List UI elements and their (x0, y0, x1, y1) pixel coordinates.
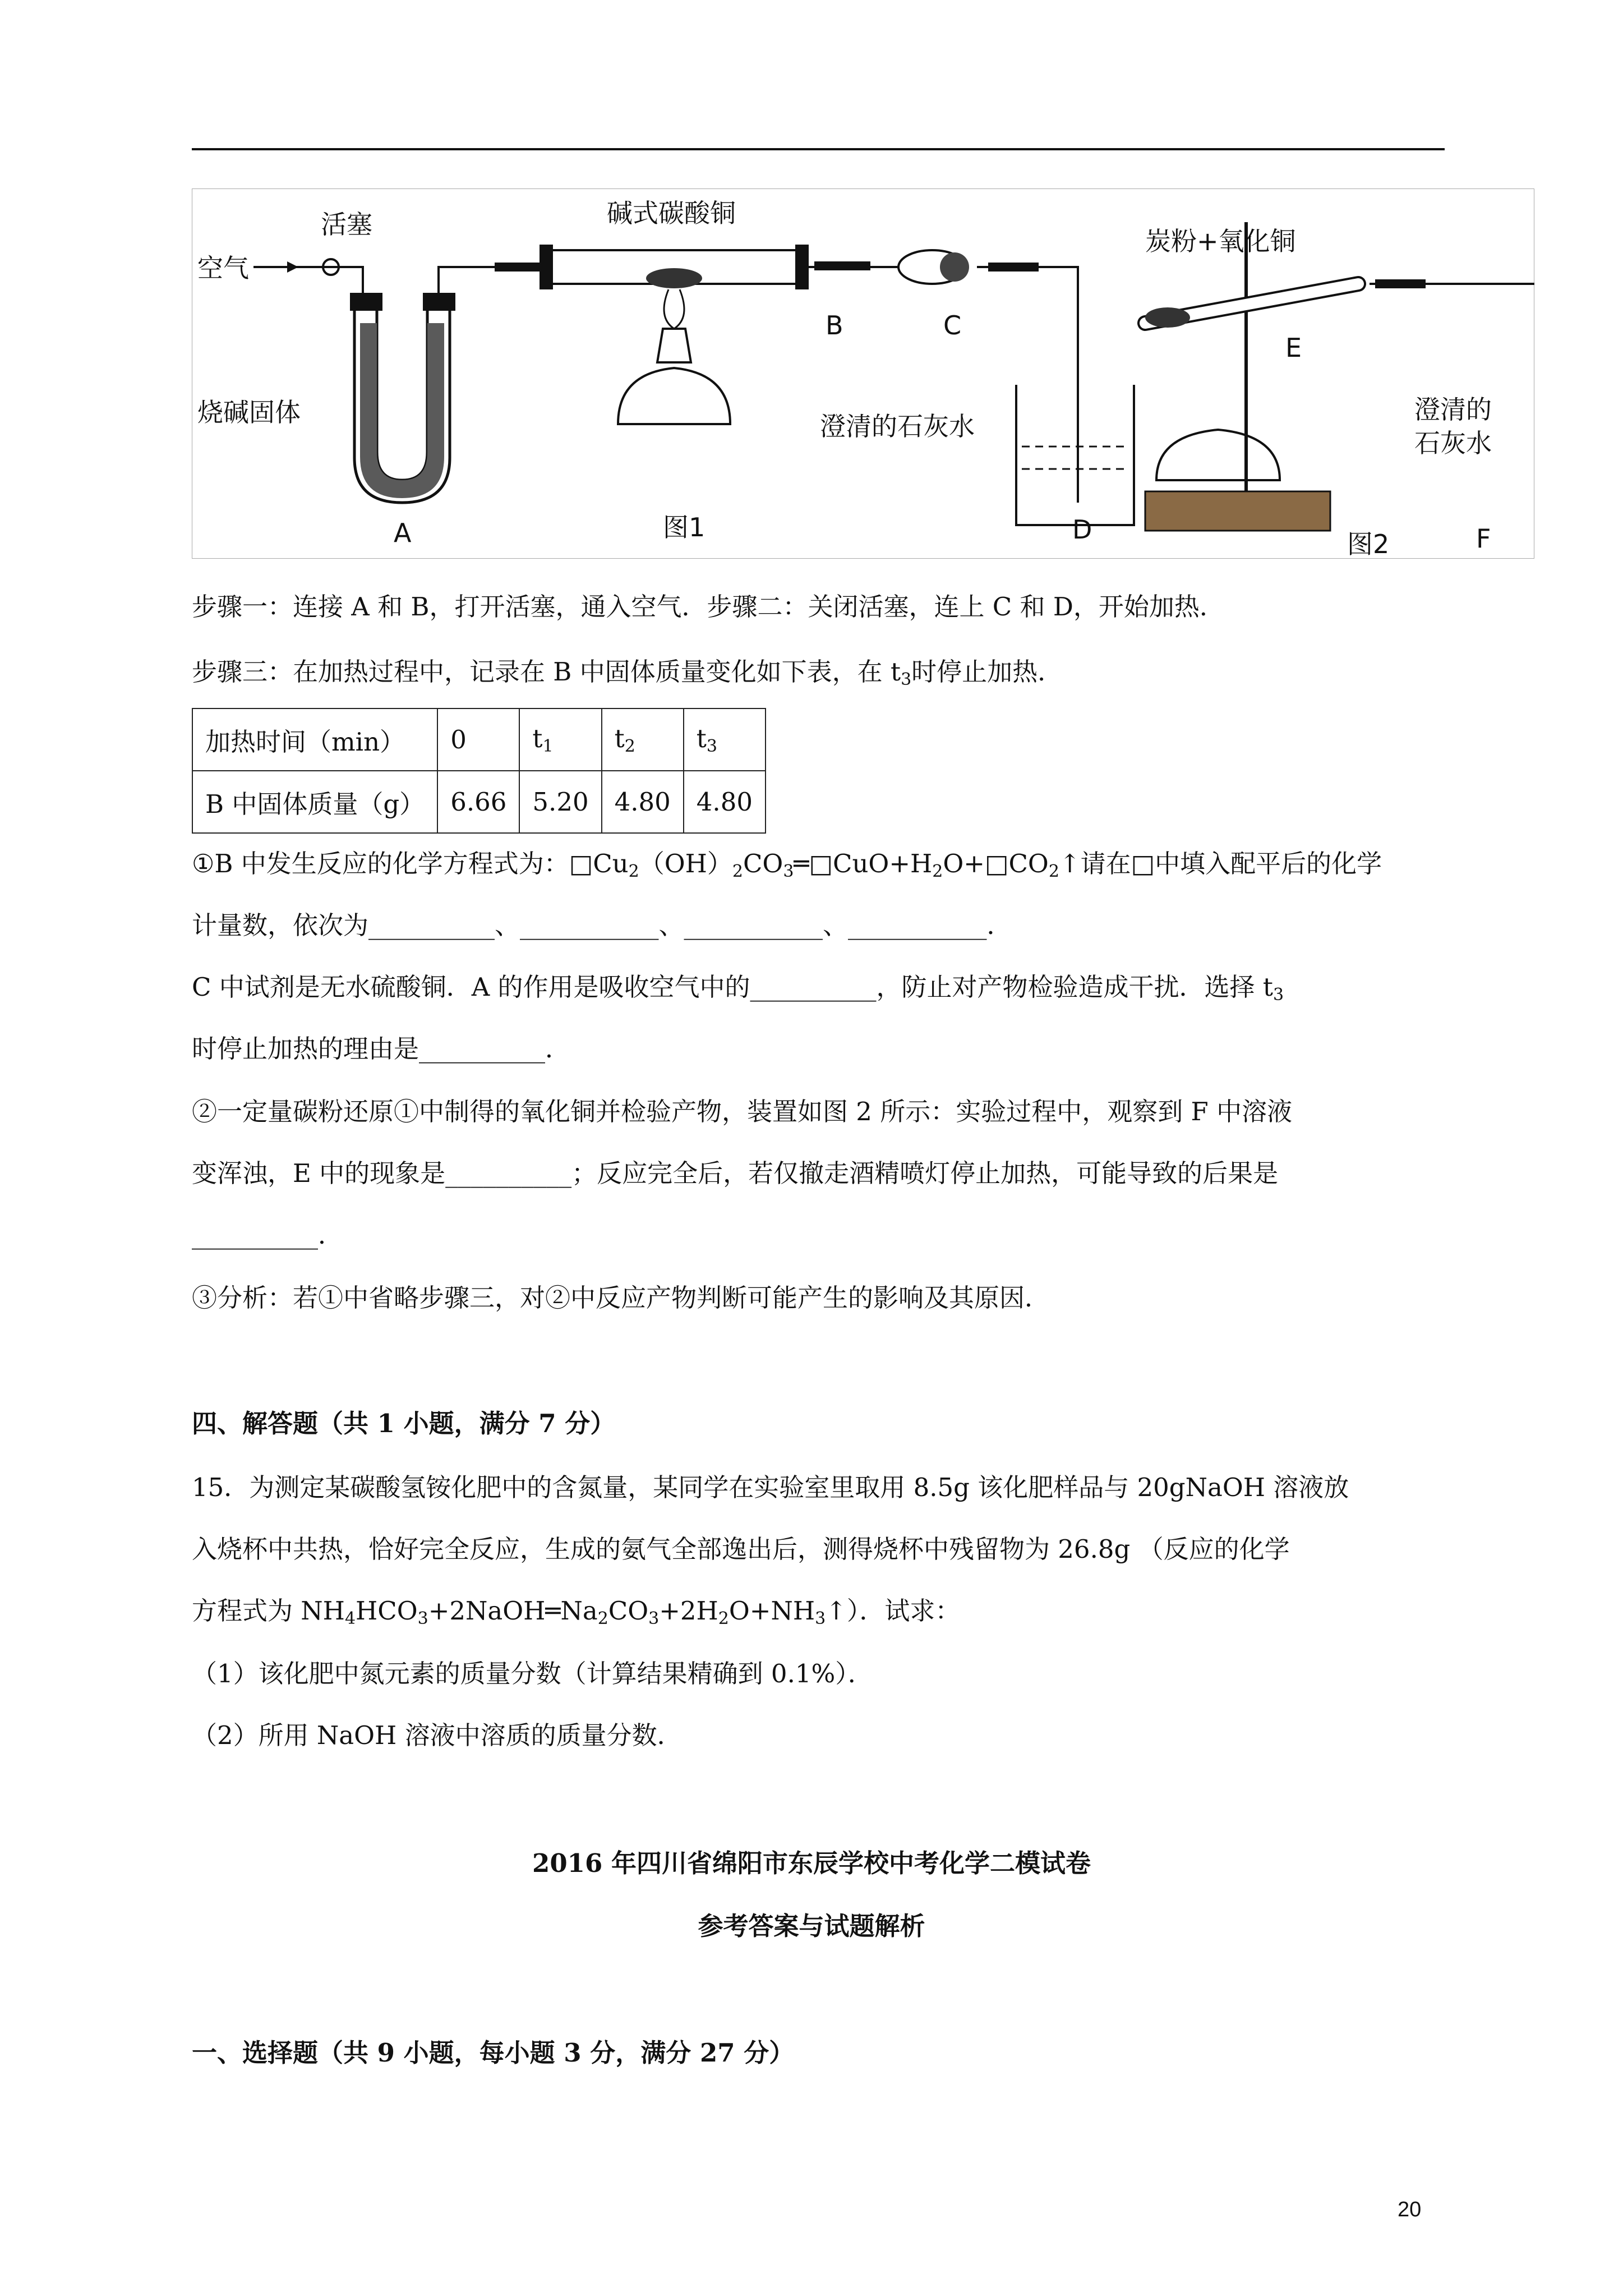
stopper-right (423, 293, 455, 311)
q15-sub1: （1）该化肥中氮元素的质量分数（计算结果精确到 0.1%）． (192, 1659, 873, 1688)
section-4-heading: 四、解答题（共 1 小题，满分 7 分） (192, 1409, 616, 1438)
step-3: 步骤三：在加热过程中，记录在 B 中固体质量变化如下表，在 $t_3$时停止加热． (192, 657, 1063, 689)
q1-line4: 时停止加热的理由是__________． (192, 1034, 571, 1064)
apparatus-figure (192, 188, 1534, 559)
q15-line1: 15．为测定某碳酸氢铵化肥中的含氮量，某同学在实验室里取用 8.5g 该化肥样品与 20gNaOH 溶液放 (192, 1473, 1349, 1502)
q15-line2: 入烧杯中共热，恰好完全反应，生成的氨气全部逸出后，测得烧杯中残留物为 26.8g （反应的化学 (192, 1534, 1290, 1564)
label-fig1: 图1 (663, 512, 706, 542)
answer-title: 2016 年四川省绵阳市东辰学校中考化学二模试卷 (532, 1848, 1091, 1878)
table-cell: 加热时间（min） (192, 708, 437, 771)
q1-line1: ①B 中发生反应的化学方程式为：$□Cu_2(OH)_2CO_3═□CuO+H_2O+□CO_2↑$请在□中填入配平后的化学 (192, 849, 1382, 881)
label-basic-copper: 碱式碳酸铜 (607, 198, 736, 228)
label-fig2: 图2 (1347, 529, 1390, 559)
q15-line3: 方程式为 $NH_4HCO_3+2NaOH═Na_2CO_3+2H_2O+NH_3↑$）．试求： (192, 1596, 961, 1628)
table-cell: $t_2$ (602, 708, 684, 771)
label-limewater: 澄清的石灰水 (820, 411, 975, 441)
label-limewater2-line2: 石灰水 (1414, 428, 1492, 458)
mass-table (192, 708, 766, 834)
label-carbon-cuo: 炭粉+氧化铜 (1145, 226, 1296, 256)
basic-copper-sample (646, 268, 702, 288)
table-cell: $t_1$ (519, 708, 601, 771)
step-1-2: 步骤一：连接 A 和 B，打开活塞，通入空气．步骤二：关闭活塞，连上 C 和 D，开始加热． (192, 592, 1225, 622)
header-rule (192, 148, 1445, 150)
table-cell: 6.66 (437, 771, 519, 833)
table-cell: $t_3$ (684, 708, 766, 771)
q15-sub2: （2）所用 NaOH 溶液中溶质的质量分数． (192, 1720, 683, 1750)
table-cell: 5.20 (519, 771, 601, 833)
q1-line3: C 中试剂是无水硫酸铜．A 的作用是吸收空气中的__________，防止对产物检验造成干扰．选择 $t_3$ (192, 972, 1284, 1005)
label-air: 空气 (197, 253, 249, 283)
label-c: C (943, 310, 962, 341)
table-row (192, 771, 766, 833)
label-f: F (1476, 523, 1491, 554)
q2-line1: ②一定量碳粉还原①中制得的氧化铜并检验产物，装置如图 2 所示：实验过程中，观察到 F 中溶液 (192, 1097, 1293, 1126)
c-bulb (940, 252, 969, 282)
table-cell: 4.80 (602, 771, 684, 833)
label-limewater2-line1: 澄清的 (1414, 394, 1492, 425)
q2-line3: __________． (192, 1220, 344, 1250)
table-cell: 4.80 (684, 771, 766, 833)
table-cell: B 中固体质量（g） (192, 771, 437, 833)
answer-subtitle: 参考答案与试题解析 (698, 1911, 925, 1941)
stand-base (1145, 491, 1330, 531)
stopper-left (350, 293, 382, 311)
label-a: A (394, 518, 412, 548)
label-b: B (826, 310, 843, 341)
label-d: D (1072, 514, 1092, 545)
section-1-heading: 一、选择题（共 9 小题，每小题 3 分，满分 27 分） (192, 2038, 795, 2068)
q3: ③分析：若①中省略步骤三，对②中反应产物判断可能产生的影响及其原因． (192, 1283, 1050, 1313)
table-row (192, 708, 766, 771)
table-cell: 0 (437, 708, 519, 771)
q2-line2: 变浑浊，E 中的现象是__________；反应完全后，若仅撤走酒精喷灯停止加热，可能导致的后果是 (192, 1158, 1279, 1188)
label-stopcock: 活塞 (321, 209, 372, 240)
label-e: E (1285, 333, 1302, 363)
page-number: 20 (1398, 2198, 1422, 2221)
label-caustic: 烧碱固体 (197, 397, 301, 427)
q1-line2: 计量数，依次为__________、___________、___________、___________． (192, 910, 1012, 940)
